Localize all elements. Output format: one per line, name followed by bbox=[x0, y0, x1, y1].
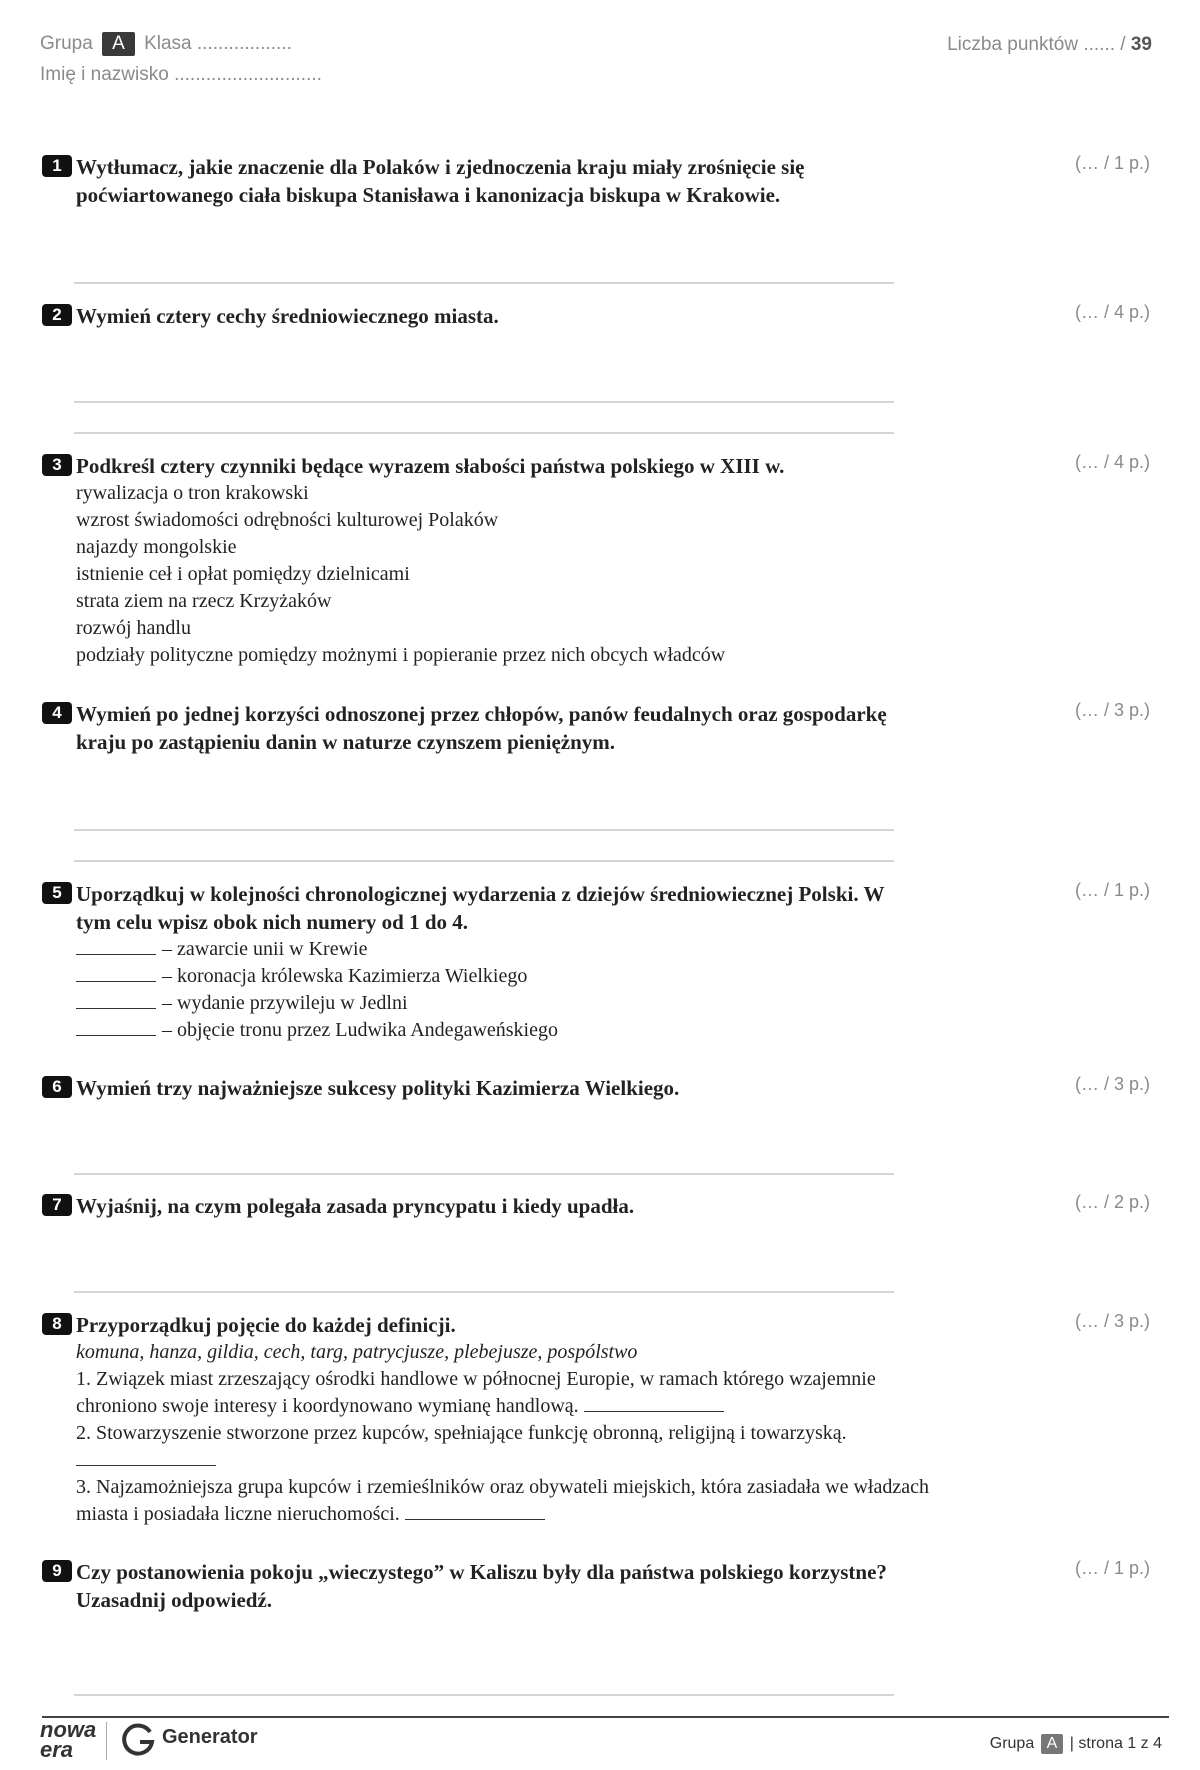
group-class-line bbox=[40, 32, 292, 56]
order-blank[interactable] bbox=[76, 963, 156, 982]
definition-item bbox=[76, 1366, 936, 1420]
question-4 bbox=[42, 700, 1162, 756]
question-score: (… / 1 p.) bbox=[1074, 1558, 1150, 1578]
event-item bbox=[76, 936, 1162, 963]
order-blank[interactable] bbox=[76, 990, 156, 1009]
generator-g-icon bbox=[120, 1722, 156, 1758]
question-9 bbox=[42, 1558, 1162, 1614]
option-item[interactable]: najazdy mongolskie bbox=[76, 536, 237, 558]
event-item bbox=[76, 1017, 1162, 1044]
question-number: 2 bbox=[42, 304, 72, 326]
options-list bbox=[76, 480, 1162, 669]
question-number: 6 bbox=[42, 1076, 72, 1098]
question-number: 8 bbox=[42, 1313, 72, 1335]
option-item[interactable]: wzrost świadomości odrębności kulturowej Polaków bbox=[76, 509, 499, 531]
question-number: 5 bbox=[42, 882, 72, 904]
answer-line[interactable] bbox=[74, 282, 894, 284]
points-total: 39 bbox=[1130, 34, 1152, 55]
event-text: – wydanie przywileju w Jedlni bbox=[162, 992, 408, 1014]
answer-line[interactable] bbox=[74, 1291, 894, 1293]
question-text: Uporządkuj w kolejności chronologicznej wydarzenia z dziejów średniowiecznej Polski. W tym celu wpisz obok nich numery od 1 do 4. bbox=[76, 882, 885, 934]
definition-item bbox=[76, 1420, 936, 1474]
class-label: Klasa .................. bbox=[144, 33, 292, 54]
points-line bbox=[947, 34, 1152, 56]
footer-divider bbox=[42, 1716, 1169, 1718]
question-score: (… / 3 p.) bbox=[1074, 1074, 1150, 1094]
answer-line[interactable] bbox=[74, 432, 894, 434]
answer-line[interactable] bbox=[74, 829, 894, 831]
group-badge: A bbox=[102, 32, 135, 56]
question-number: 7 bbox=[42, 1194, 72, 1216]
footer-group-label: Grupa bbox=[989, 1735, 1035, 1752]
event-text: – koronacja królewska Kazimierza Wielkiego bbox=[162, 965, 528, 987]
question-number: 3 bbox=[42, 454, 72, 476]
order-blank[interactable] bbox=[76, 1017, 156, 1036]
definition-text: 1. Związek miast zrzeszający ośrodki handlowe w północnej Europie, w ramach którego wzajemnie chroniono swoje interesy i koordynowano wymianę handlową. bbox=[76, 1368, 876, 1417]
answer-line[interactable] bbox=[74, 1173, 894, 1175]
definition-text: 3. Najzamożniejsza grupa kupców i rzemieślników oraz obywateli miejskich, która zasiadała we władzach miasta i posiadała liczne nieruchomości. bbox=[76, 1476, 929, 1525]
points-label: Liczba punktów ...... / bbox=[947, 34, 1126, 55]
question-score: (… / 4 p.) bbox=[1074, 302, 1150, 322]
question-1 bbox=[42, 153, 1162, 209]
question-number: 4 bbox=[42, 702, 72, 724]
name-label: Imię i nazwisko ............................ bbox=[40, 64, 322, 85]
question-number: 1 bbox=[42, 155, 72, 177]
footer-page-info bbox=[990, 1734, 1162, 1754]
question-text: Wyjaśnij, na czym polegała zasada pryncypatu i kiedy upadła. bbox=[76, 1194, 635, 1218]
footer-separator bbox=[106, 1722, 107, 1760]
terms-list: komuna, hanza, gildia, cech, targ, patrycjusze, plebejusze, pospólstwo bbox=[76, 1341, 638, 1363]
option-item[interactable]: strata ziem na rzecz Krzyżaków bbox=[76, 590, 332, 612]
option-item[interactable]: istnienie ceł i opłat pomiędzy dzielnicami bbox=[76, 563, 410, 585]
footer-group-badge: A bbox=[1041, 1734, 1064, 1754]
question-7 bbox=[42, 1192, 1162, 1220]
page-number: | strona 1 z 4 bbox=[1069, 1735, 1162, 1752]
question-score: (… / 3 p.) bbox=[1074, 1311, 1150, 1331]
group-label: Grupa bbox=[40, 33, 93, 54]
question-2 bbox=[42, 302, 1162, 330]
answer-line[interactable] bbox=[74, 860, 894, 862]
answer-line[interactable] bbox=[74, 401, 894, 403]
definitions-block bbox=[76, 1339, 936, 1528]
question-text: Wymień trzy najważniejsze sukcesy polityki Kazimierza Wielkiego. bbox=[76, 1076, 680, 1100]
question-text: Wymień po jednej korzyści odnoszonej przez chłopów, panów feudalnych oraz gospodarkę kraju po zastąpieniu danin w naturze czynszem pieniężnym. bbox=[76, 702, 887, 754]
option-item[interactable]: rozwój handlu bbox=[76, 617, 191, 639]
answer-line[interactable] bbox=[74, 1694, 894, 1696]
question-score: (… / 1 p.) bbox=[1074, 153, 1150, 173]
question-score: (… / 1 p.) bbox=[1074, 880, 1150, 900]
event-text: – zawarcie unii w Krewie bbox=[162, 938, 368, 960]
question-text: Wytłumacz, jakie znaczenie dla Polaków i zjednoczenia kraju miały zrośnięcie się poćwiartowanego ciała biskupa Stanisława i kanonizacja biskupa w Krakowie. bbox=[76, 155, 805, 207]
generator-logo bbox=[120, 1722, 156, 1763]
question-score: (… / 2 p.) bbox=[1074, 1192, 1150, 1212]
definition-item bbox=[76, 1474, 936, 1528]
answer-blank[interactable] bbox=[405, 1501, 545, 1520]
question-text: Przyporządkuj pojęcie do każdej definicji. bbox=[76, 1313, 456, 1337]
order-blank[interactable] bbox=[76, 936, 156, 955]
question-5 bbox=[42, 880, 1162, 1044]
question-6 bbox=[42, 1074, 1162, 1102]
definition-text: 2. Stowarzyszenie stworzone przez kupców, spełniające funkcję obronną, religijną i towarzyską. bbox=[76, 1422, 847, 1444]
answer-blank[interactable] bbox=[76, 1447, 216, 1466]
question-text: Podkreśl cztery czynniki będące wyrazem słabości państwa polskiego w XIII w. bbox=[76, 454, 785, 478]
question-score: (… / 3 p.) bbox=[1074, 700, 1150, 720]
question-8 bbox=[42, 1311, 1162, 1528]
events-list bbox=[76, 936, 1162, 1044]
question-score: (… / 4 p.) bbox=[1074, 452, 1150, 472]
question-text: Wymień cztery cechy średniowiecznego miasta. bbox=[76, 304, 499, 328]
generator-text: Generator bbox=[162, 1726, 258, 1748]
question-text: Czy postanowienia pokoju „wieczystego” w Kaliszu były dla państwa polskiego korzystne? Uzasadnij odpowiedź. bbox=[76, 1560, 887, 1612]
answer-blank[interactable] bbox=[584, 1393, 724, 1412]
event-item bbox=[76, 990, 1162, 1017]
option-item[interactable]: rywalizacja o tron krakowski bbox=[76, 482, 309, 504]
question-3 bbox=[42, 452, 1162, 669]
event-item bbox=[76, 963, 1162, 990]
question-number: 9 bbox=[42, 1560, 72, 1582]
event-text: – objęcie tronu przez Ludwika Andegaweńskiego bbox=[162, 1019, 558, 1041]
option-item[interactable]: podziały polityczne pomiędzy możnymi i popieranie przez nich obcych władców bbox=[76, 644, 726, 666]
nowa-era-logo: nowa era bbox=[40, 1717, 97, 1762]
